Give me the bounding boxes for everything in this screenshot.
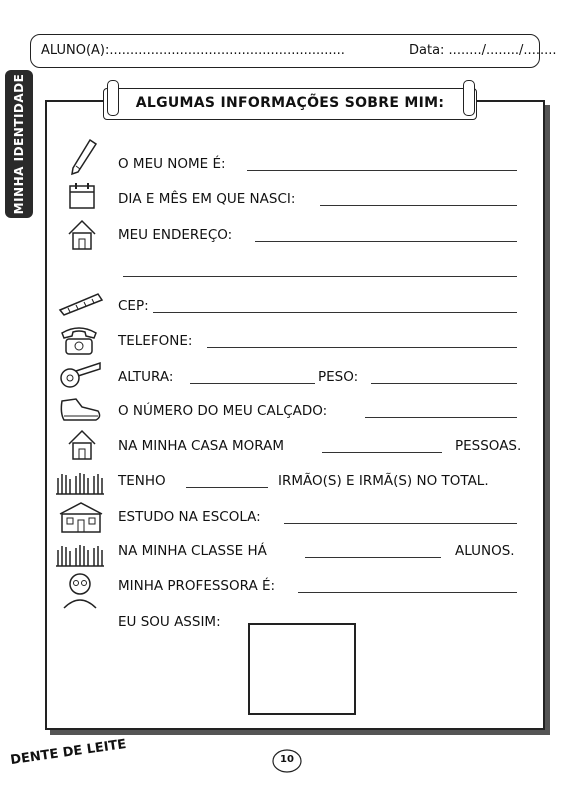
hands-icon (54, 466, 106, 498)
birth-line[interactable] (320, 205, 517, 206)
drawing-box[interactable] (248, 623, 356, 715)
hands-2-icon (54, 538, 106, 570)
pin-right-icon (463, 80, 475, 116)
school-label: ESTUDO NA ESCOLA: (118, 509, 261, 525)
siblings-label: TENHO (118, 473, 166, 489)
address-line-2[interactable] (123, 276, 517, 277)
siblings-line[interactable] (186, 487, 268, 488)
tape-icon (58, 290, 104, 316)
name-line[interactable] (247, 170, 517, 171)
house-2-icon (66, 428, 98, 462)
date-label[interactable]: Data: ......../......../........ (409, 43, 557, 58)
birth-label: DIA E MÊS EM QUE NASCI: (118, 191, 296, 207)
name-label: O MEU NOME É: (118, 156, 226, 172)
phone-label: TELEFONE: (118, 333, 193, 349)
class-label: NA MINHA CLASSE HÁ (118, 543, 267, 559)
height-line[interactable] (190, 383, 315, 384)
pin-left-icon (107, 80, 119, 116)
telephone-icon (58, 323, 100, 357)
side-tab-label: MINHA IDENTIDADE (12, 73, 26, 215)
me-label: EU SOU ASSIM: (118, 614, 221, 630)
house-icon (66, 218, 98, 252)
weight-label: PESO: (318, 369, 359, 385)
side-tab (5, 70, 33, 218)
page-number: 10 (280, 754, 294, 765)
house-post-label: PESSOAS. (455, 438, 522, 454)
address-label: MEU ENDEREÇO: (118, 227, 233, 243)
siblings-post-label: IRMÃO(S) E IRMÃ(S) NO TOTAL. (278, 473, 489, 489)
calendar-icon (66, 180, 98, 212)
page-number-badge (272, 748, 302, 774)
banner-title: ALGUMAS INFORMAÇÕES SOBRE MIM: (135, 95, 445, 111)
teacher-line[interactable] (298, 592, 517, 593)
class-line[interactable] (305, 557, 441, 558)
cep-label: CEP: (118, 298, 149, 314)
school-line[interactable] (284, 523, 517, 524)
shoe-label: O NÚMERO DO MEU CALÇADO: (118, 403, 328, 419)
shoe-icon (58, 393, 104, 425)
school-icon (56, 500, 106, 536)
address-line[interactable] (255, 241, 517, 242)
measuring-tape-icon (58, 360, 102, 392)
phone-line[interactable] (207, 347, 517, 348)
class-post-label: ALUNOS. (455, 543, 515, 559)
house-line[interactable] (322, 452, 442, 453)
teacher-label: MINHA PROFESSORA É: (118, 578, 276, 594)
house-label: NA MINHA CASA MORAM (118, 438, 285, 454)
height-label: ALTURA: (118, 369, 174, 385)
student-header (30, 34, 557, 68)
shoe-line[interactable] (365, 417, 517, 418)
pencil-icon (68, 138, 98, 178)
weight-line[interactable] (371, 383, 517, 384)
teacher-icon (58, 570, 102, 610)
banner (103, 88, 477, 120)
cep-line[interactable] (153, 312, 517, 313)
student-name-label[interactable]: ALUNO(A):......................................................... (41, 43, 345, 58)
footer-logo: DENTE DE LEITE (9, 736, 128, 769)
